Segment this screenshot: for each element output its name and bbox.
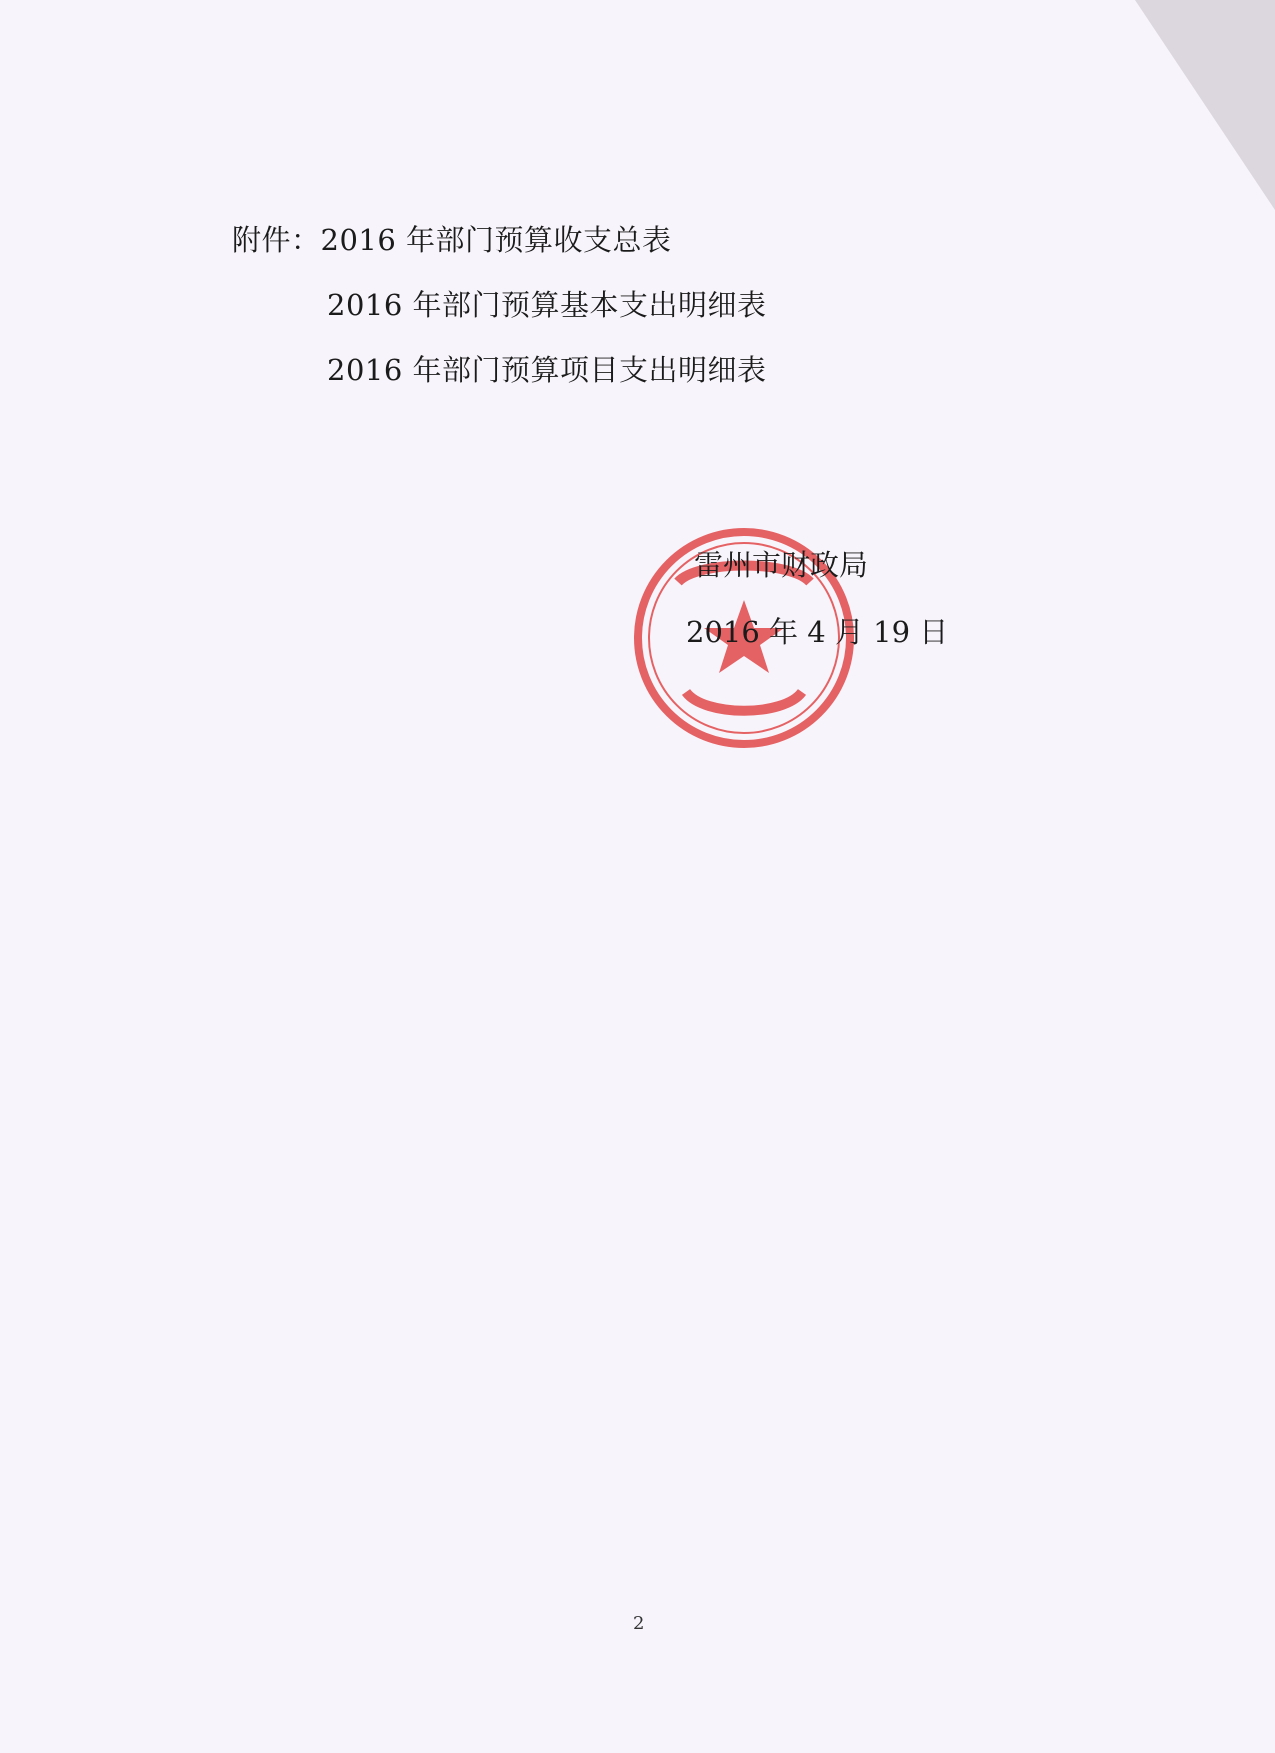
page-number: 2: [633, 1613, 645, 1634]
attachment-item-3: 2016 年部门预算项目支出明细表: [327, 353, 767, 387]
attachment-item-1: 2016 年部门预算收支总表: [320, 223, 672, 257]
attachment-label: 附件：: [232, 223, 321, 257]
attachment-line-1: [232, 218, 672, 259]
folded-corner: [1135, 0, 1275, 210]
signing-organization: 雷州市财政局: [694, 548, 869, 582]
attachment-line-2: [327, 283, 767, 324]
signing-date: 2016 年 4 月 19 日: [686, 615, 949, 649]
attachment-item-2: 2016 年部门预算基本支出明细表: [327, 288, 767, 322]
attachment-line-3: [327, 348, 767, 389]
